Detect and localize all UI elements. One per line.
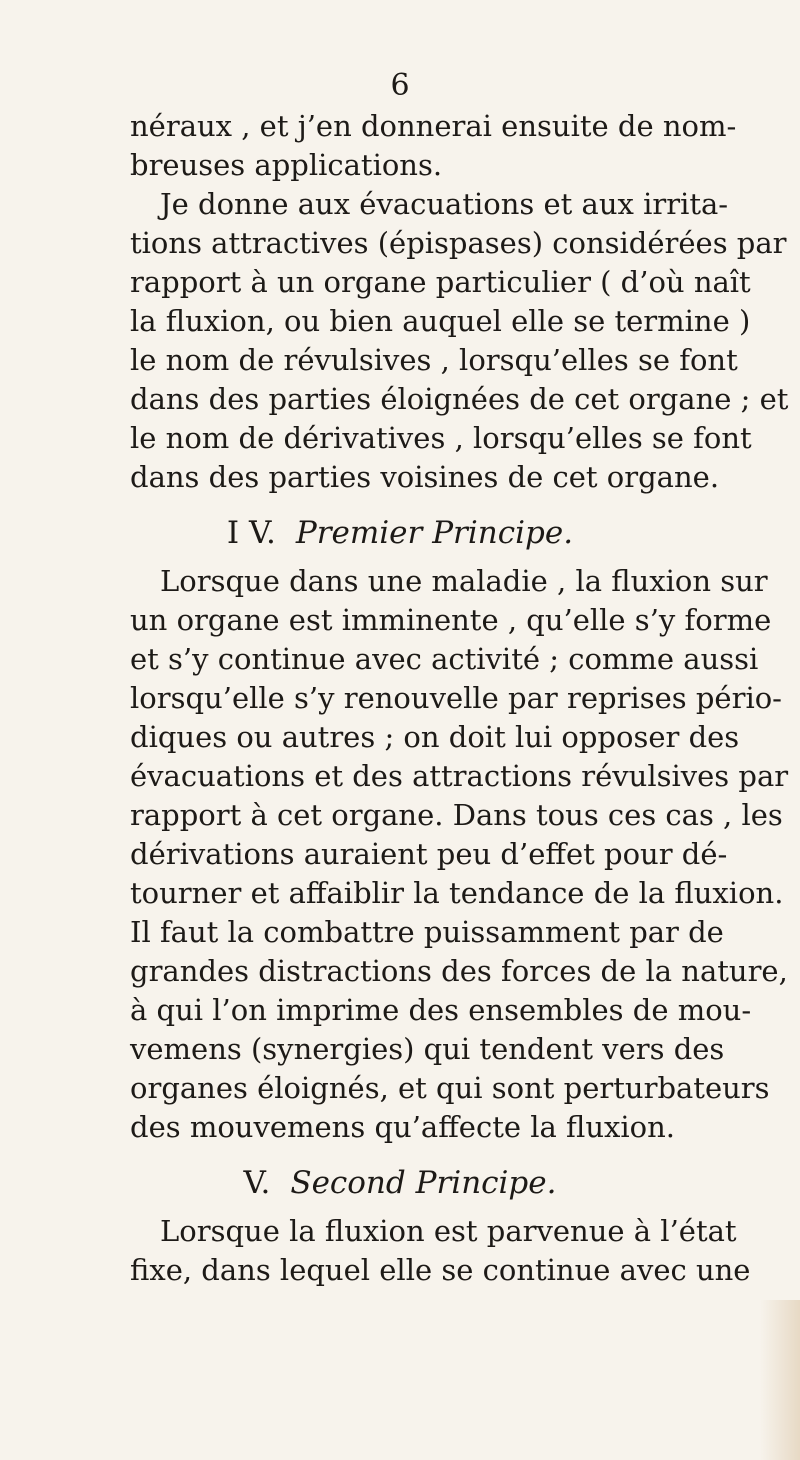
text-line: diques ou autres ; on doit lui opposer des [130, 720, 740, 754]
section-title: Premier Principe. [295, 515, 574, 551]
text-line: le nom de révulsives , lorsqu’elles se font [130, 343, 738, 377]
text-line: vemens (synergies) qui tendent vers des [130, 1032, 725, 1066]
text-line: Il faut la combattre puissamment par de [130, 915, 724, 949]
text-line: le nom de dérivatives , lorsqu’elles se font [130, 421, 752, 455]
section-heading [0, 1165, 800, 1201]
text-line: organes éloignés, et qui sont perturbateurs [130, 1071, 770, 1105]
section-number: I V. [226, 515, 276, 551]
text-line: Lorsque la fluxion est parvenue à l’état [160, 1214, 737, 1248]
text-line: un organe est imminente , qu’elle s’y forme [130, 603, 772, 637]
paper-stain [760, 1300, 800, 1460]
text-line: rapport à cet organe. Dans tous ces cas , les [130, 798, 783, 832]
section-number: V. [243, 1165, 271, 1201]
text-line: breuses applications. [130, 148, 443, 182]
text-line: des mouvemens qu’affecte la fluxion. [130, 1110, 676, 1144]
text-line: tions attractives (épispases) considérées par [130, 226, 787, 260]
text-line: Je donne aux évacuations et aux irrita- [160, 187, 729, 221]
text-line: dérivations auraient peu d’effet pour dé- [130, 837, 728, 871]
text-line: à qui l’on imprime des ensembles de mou- [130, 993, 752, 1027]
text-line: néraux , et j’en donnerai ensuite de nom- [130, 109, 737, 143]
section-title: Second Principe. [290, 1165, 557, 1201]
text-line: dans des parties voisines de cet organe. [130, 460, 720, 494]
text-line: Lorsque dans une maladie , la fluxion sur [160, 564, 768, 598]
text-line: évacuations et des attractions révulsives par [130, 759, 789, 793]
text-line: fixe, dans lequel elle se continue avec une [130, 1253, 751, 1287]
text-line: tourner et affaiblir la tendance de la fluxion. [130, 876, 784, 910]
text-line: grandes distractions des forces de la nature, [130, 954, 788, 988]
text-line: rapport à un organe particulier ( d’où naît [130, 265, 751, 299]
text-line: et s’y continue avec activité ; comme aussi [130, 642, 759, 676]
section-heading [0, 515, 800, 551]
text-line: dans des parties éloignées de cet organe ; et [130, 382, 789, 416]
text-line: la fluxion, ou bien auquel elle se termine ) [130, 304, 751, 338]
text-line: lorsqu’elle s’y renouvelle par reprises pério- [130, 681, 782, 715]
page-number: 6 [390, 68, 410, 103]
